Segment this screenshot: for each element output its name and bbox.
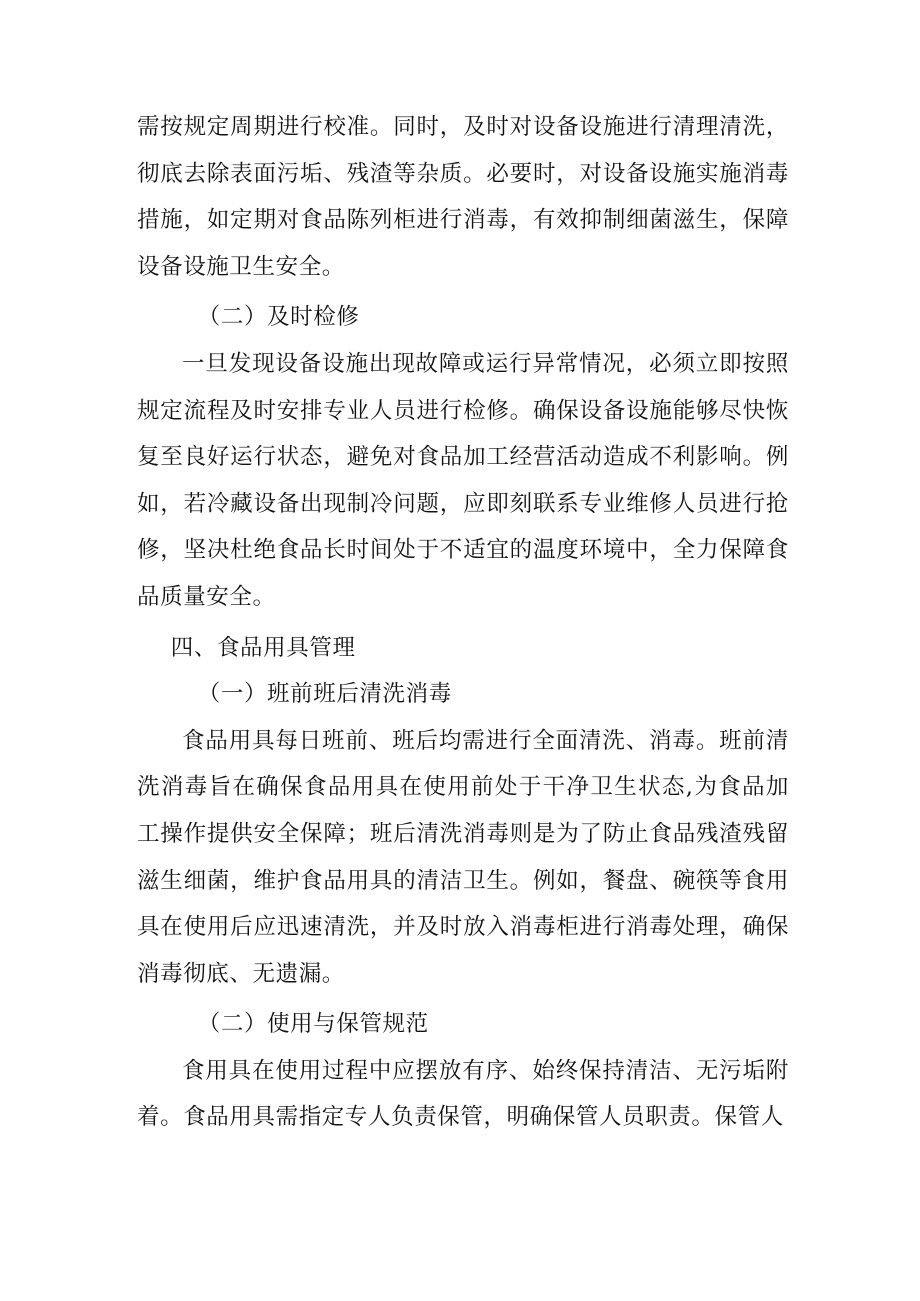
heading-use-storage-rules: （二）使用与保管规范 [197,1011,429,1038]
paragraph-storage-details: 食用具在使用过程中应摆放有序、始终保持清洁、无污垢附着。食品用具需指定专人负责保管，明确保管人员职责。保管人 [137,1057,789,1131]
paragraph-repair-details: 一旦发现设备设施出现故障或运行异常情况，必须立即按照规定流程及时安排专业人员进行检修。确保设备设施能够尽快恢复至良好运行状态，避免对食品加工经营活动造成不利影响。例如，若冷藏设备出现制冷问题，应即刻联系专业维修人员进行抢修，坚决杜绝食品长时间处于不适宜的温度环境中，全力保障食品质量安全。 [137,350,789,610]
paragraph-cleaning-details: 食品用具每日班前、班后均需进行全面清洗、消毒。班前清洗消毒旨在确保食品用具在使用前处于干净卫生状态,为食品加工操作提供安全保障；班后清洗消毒则是为了防止食品残渣残留滋生细菌，维护食品用具的清洁卫生。例如，餐盘、碗筷等食用具在使用后应迅速清洗，并及时放入消毒柜进行消毒处理，确保消毒彻底、无遗漏。 [137,727,789,987]
paragraph-equipment-cleaning: 需按规定周期进行校准。同时，及时对设备设施进行清理清洗，彻底去除表面污垢、残渣等杂质。必要时，对设备设施实施消毒措施，如定期对食品陈列柜进行消毒，有效抑制细菌滋生，保障设备设施卫生安全。 [137,114,789,280]
heading-pre-post-shift-cleaning: （一）班前班后清洗消毒 [197,681,452,708]
heading-section-four: 四、食品用具管理 [170,634,356,661]
heading-timely-repair: （二）及时检修 [197,304,360,331]
document-body [137,104,789,1141]
